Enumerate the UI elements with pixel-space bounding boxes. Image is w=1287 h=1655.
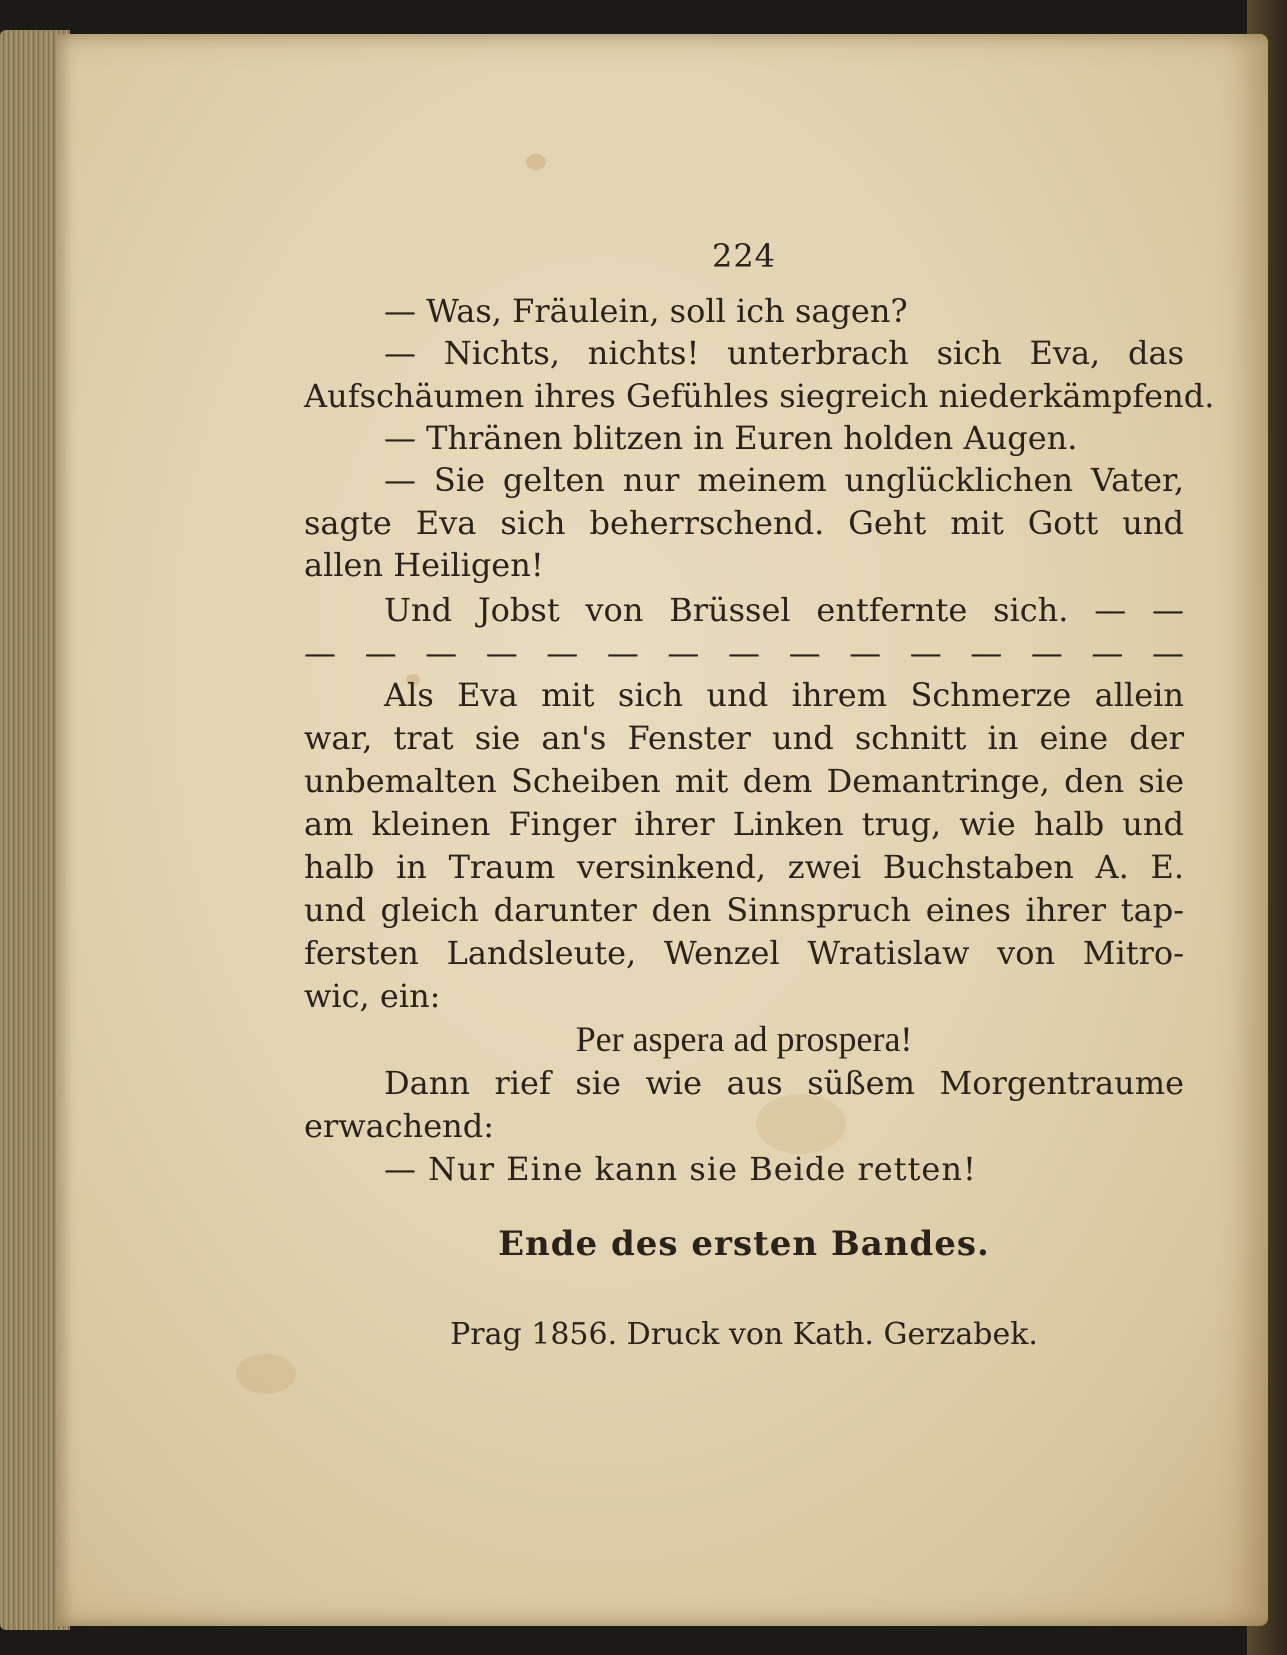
printer-imprint: Prag 1856. Druck von Kath. Gerzabek.: [450, 1317, 1038, 1352]
text-line: und gleich darunter den Sinnspruch eines ihrer tap-: [304, 891, 1184, 929]
end-of-volume-heading: Ende des ersten Bandes.: [498, 1224, 990, 1264]
text-line: Und Jobst von Brüssel entfernte sich. — —: [384, 591, 1184, 629]
latin-motto: Per aspera ad prospera!: [575, 1019, 913, 1059]
text-line: Aufschäumen ihres Gefühles siegreich niederkämpfend.: [304, 377, 1215, 415]
text-line: allen Heiligen!: [304, 546, 544, 584]
text-line: wic, ein:: [304, 977, 441, 1015]
text-line: — Was, Fräulein, soll ich sagen?: [384, 292, 908, 330]
text-line: — Nichts, nichts! unterbrach sich Eva, das: [384, 334, 1184, 372]
text-line: unbemalten Scheiben mit dem Demantringe, den sie: [304, 762, 1184, 800]
text-line: Als Eva mit sich und ihrem Schmerze allein: [384, 676, 1184, 714]
text-line: — Nur Eine kann sie Beide retten!: [384, 1150, 977, 1188]
page-number: 224: [711, 237, 777, 275]
text-line: am kleinen Finger ihrer Linken trug, wie halb und: [304, 805, 1184, 843]
text-line: — Sie gelten nur meinem unglücklichen Vater,: [384, 461, 1184, 499]
text-line: war, trat sie an's Fenster und schnitt in eine der: [304, 719, 1184, 757]
text-line: halb in Traum versinkend, zwei Buchstaben A. E.: [304, 848, 1184, 886]
stain: [526, 154, 546, 170]
text-line: sagte Eva sich beherrschend. Geht mit Gott und: [304, 504, 1184, 542]
text-line: fersten Landsleute, Wenzel Wratislaw von Mitro-: [304, 934, 1184, 972]
text-line: erwachend:: [304, 1107, 495, 1145]
text-line: Dann rief sie wie aus süßem Morgentraume: [384, 1064, 1184, 1102]
text-line: — Thränen blitzen in Euren holden Augen.: [384, 419, 1078, 457]
dash-separator: — — — — — — — — — — — — — — —: [304, 634, 1184, 672]
stain: [236, 1354, 296, 1394]
book-page: [56, 34, 1268, 1626]
